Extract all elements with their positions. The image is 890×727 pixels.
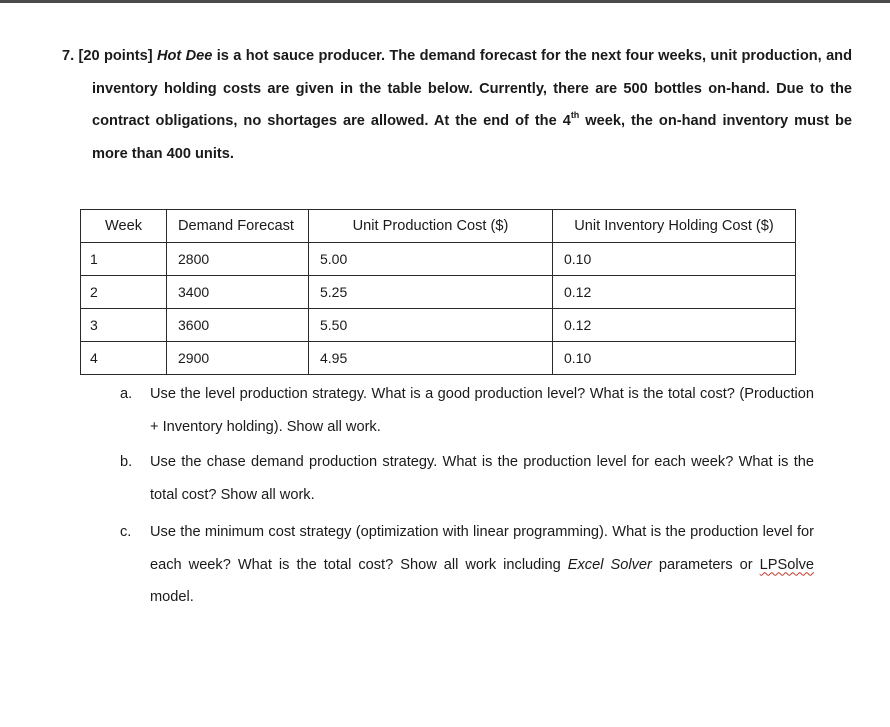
cell-production-cost: 5.00 <box>309 243 553 276</box>
cell-demand: 3600 <box>167 309 309 342</box>
header-demand-forecast: Demand Forecast <box>167 210 309 243</box>
header-unit-production-cost: Unit Production Cost ($) <box>309 210 553 243</box>
question-points: [20 points] <box>78 48 153 64</box>
cell-holding-cost: 0.12 <box>553 309 796 342</box>
company-name: Hot Dee <box>156 48 213 64</box>
cell-demand: 2900 <box>167 342 309 375</box>
cell-week: 3 <box>81 309 167 342</box>
cell-week: 1 <box>81 243 167 276</box>
top-border-rule <box>0 0 890 3</box>
table-row <box>81 243 796 276</box>
table-row <box>81 342 796 375</box>
ordinal-superscript: th <box>570 110 580 121</box>
question-text-part-2: week, the on-hand inventory must be more than 400 units. <box>92 113 852 162</box>
question-text-part-1: is a hot sauce producer. The demand forecast for the next four weeks, unit production, and inventory holding costs are given in the table below. Currently, there are 500 bottles on-hand. Due to the contract obligations, no shortages are allowed. At the end of the 4 <box>92 48 853 129</box>
cell-week: 2 <box>81 276 167 309</box>
table-row <box>81 276 796 309</box>
part-a-text: Use the level production strategy. What is a good production level? What is the total cost? (Production + Inventory holding). Show all work. <box>150 386 814 435</box>
cell-holding-cost: 0.12 <box>553 276 796 309</box>
weekly-data-table <box>80 209 796 375</box>
part-a-letter: a. <box>120 386 133 402</box>
cell-production-cost: 5.50 <box>309 309 553 342</box>
part-c-text-1: Use the minimum cost strategy (optimization with linear programming). What is the production level for each week? What is the total cost? Show all work including <box>150 524 814 573</box>
question-number: 7. <box>62 48 75 64</box>
cell-production-cost: 4.95 <box>309 342 553 375</box>
header-week: Week <box>81 210 167 243</box>
part-c-text <box>150 516 814 614</box>
spellcheck-flagged-word: LPSolve <box>759 556 815 573</box>
part-c-letter: c. <box>120 524 132 540</box>
part-c-text-2: parameters or <box>651 556 760 573</box>
part-b <box>120 446 814 511</box>
cell-demand: 3400 <box>167 276 309 309</box>
header-unit-inventory-holding-cost: Unit Inventory Holding Cost ($) <box>553 210 796 243</box>
part-c <box>120 516 814 614</box>
cell-holding-cost: 0.10 <box>553 342 796 375</box>
part-b-letter: b. <box>120 454 133 470</box>
cell-demand: 2800 <box>167 243 309 276</box>
cell-holding-cost: 0.10 <box>553 243 796 276</box>
cell-week: 4 <box>81 342 167 375</box>
part-b-text: Use the chase demand production strategy. What is the production level for each week? What is the total cost? Show all work. <box>150 454 814 503</box>
question-7-prompt <box>62 40 852 170</box>
table-header-row <box>81 210 796 243</box>
part-c-text-3: model. <box>150 589 194 605</box>
table-row <box>81 309 796 342</box>
cell-production-cost: 5.25 <box>309 276 553 309</box>
excel-solver-term: Excel Solver <box>567 556 652 573</box>
part-a <box>120 378 814 443</box>
